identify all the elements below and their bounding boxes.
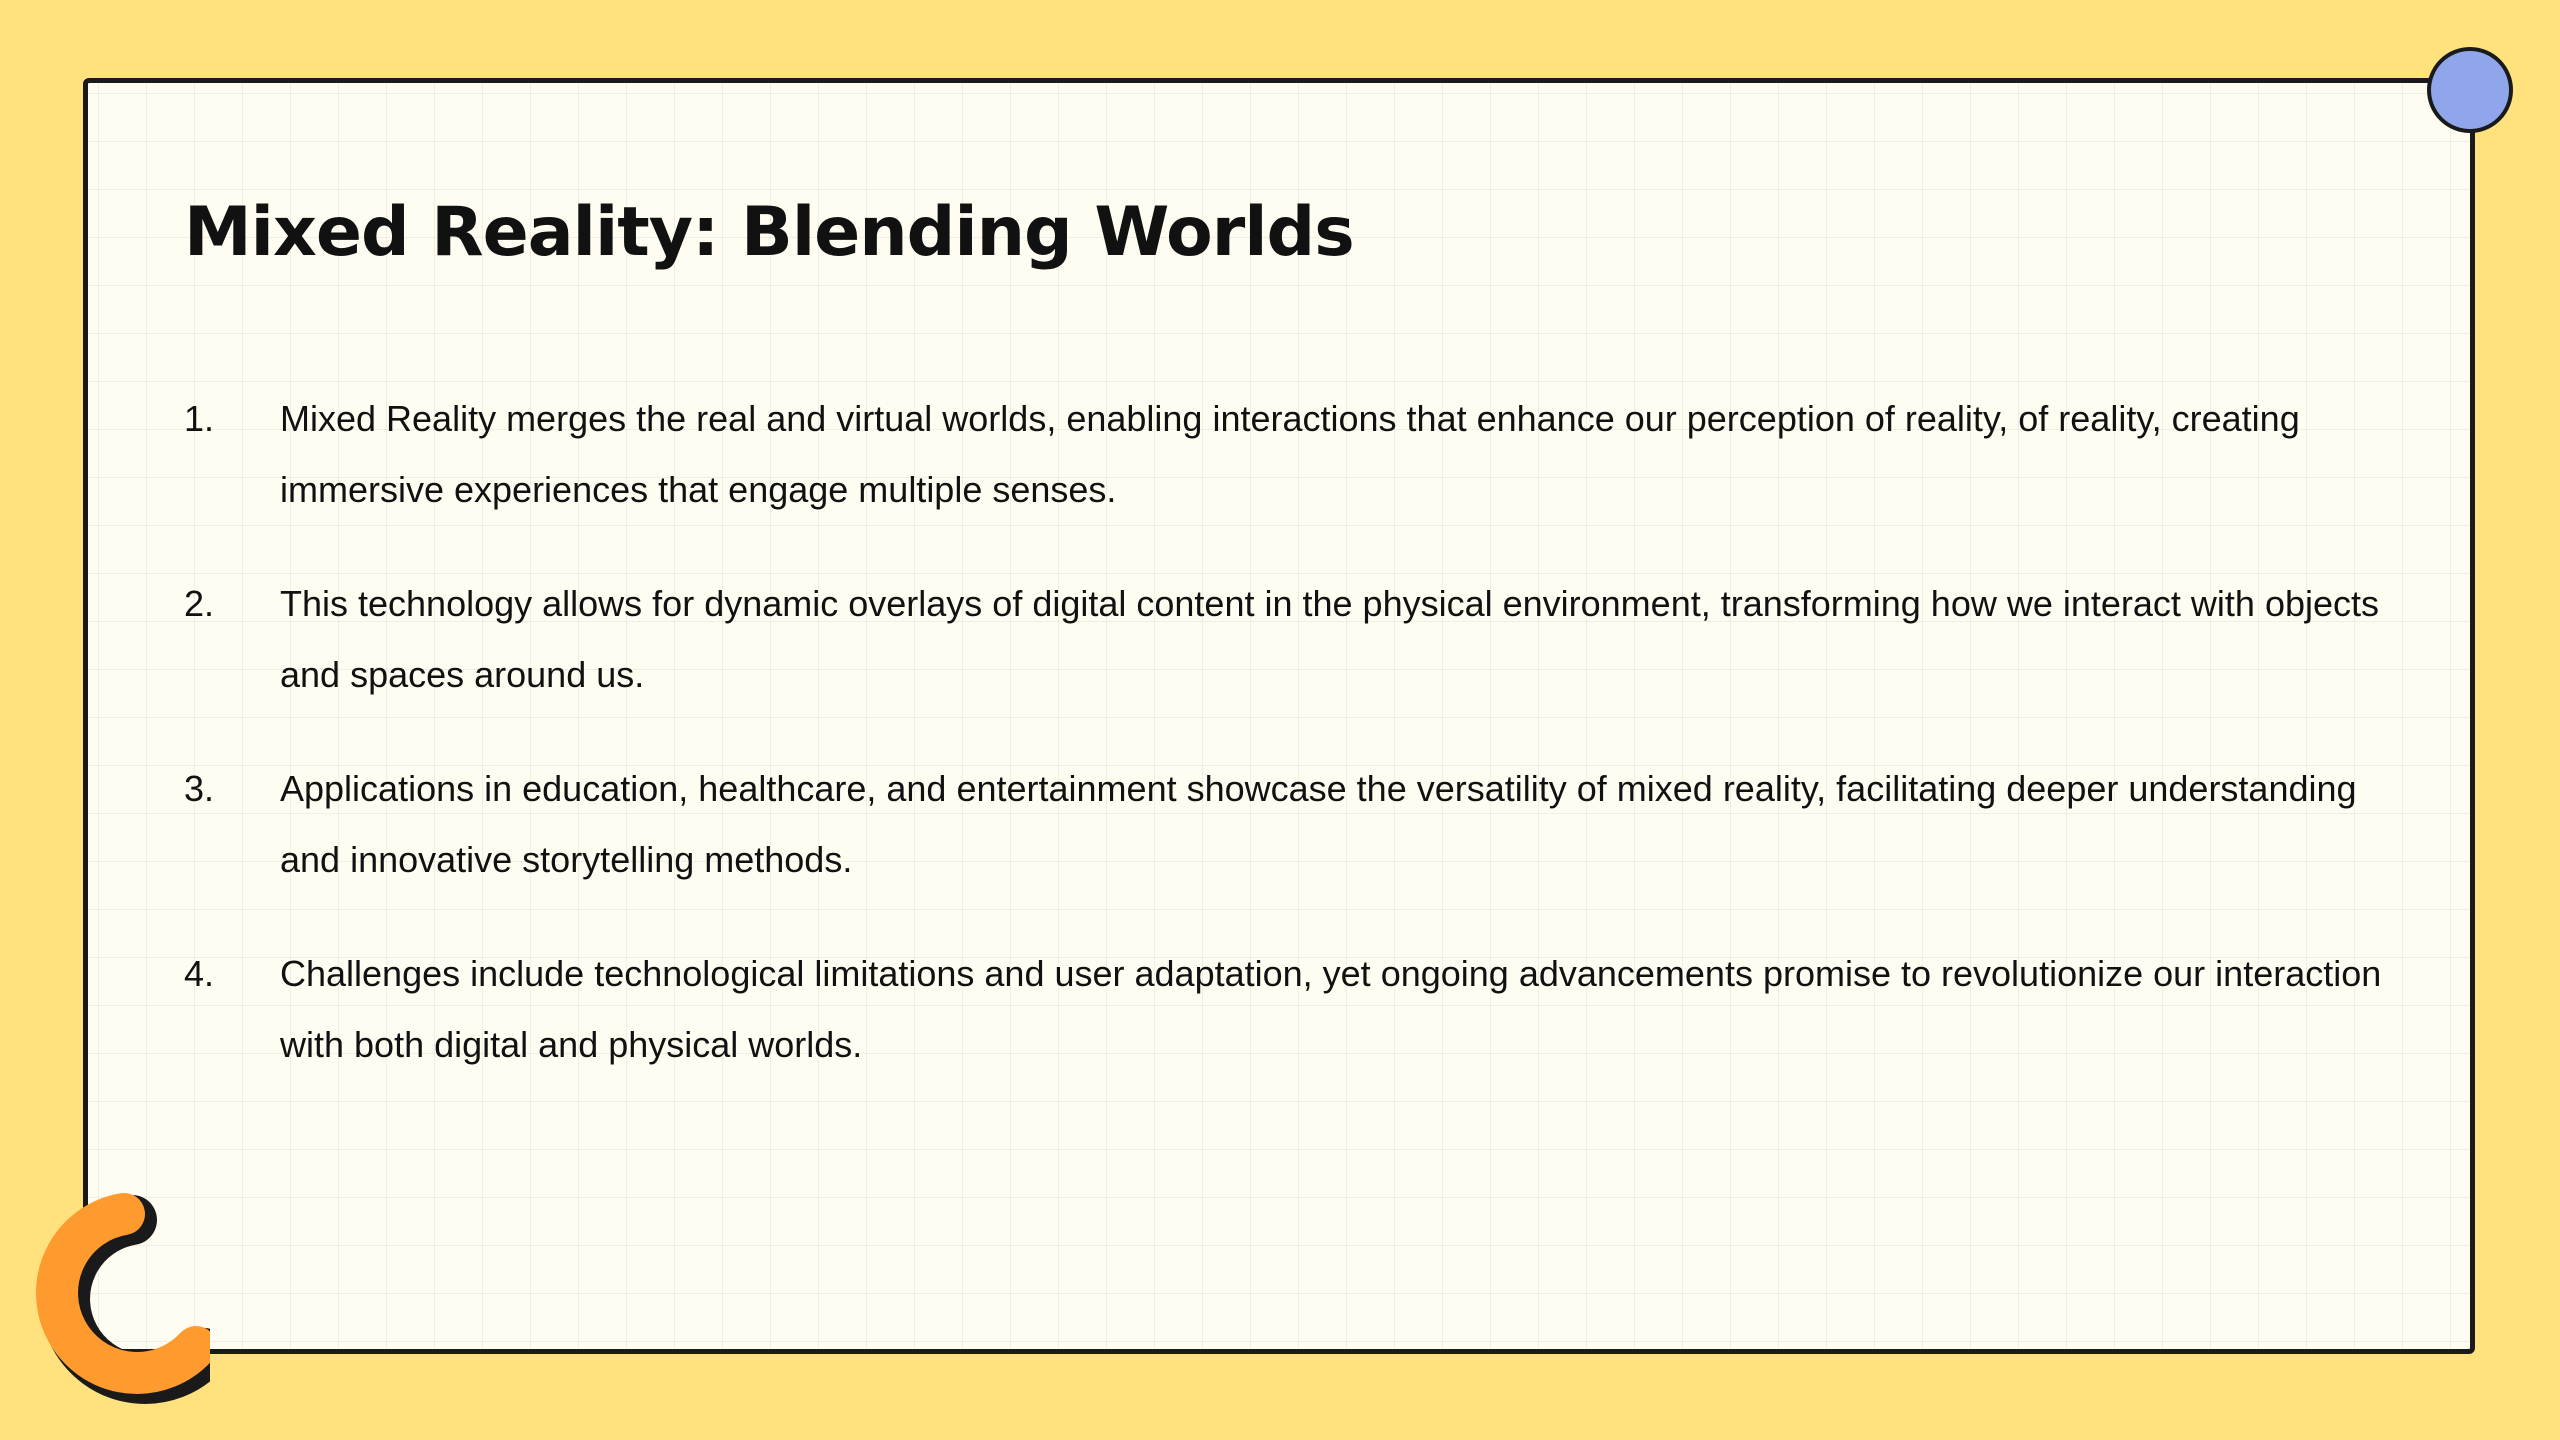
list-item-number: 2.: [184, 583, 215, 624]
list-item: [184, 568, 2414, 710]
list-item: [184, 383, 2414, 525]
list-item-number: 4.: [184, 953, 215, 994]
list-item-text: Mixed Reality merges the real and virtual worlds, enabling interactions that enhance our perception of reality, of reality, creating immersive experiences that engage multiple senses.: [280, 398, 2300, 510]
list-item-number: 3.: [184, 768, 215, 809]
list-item-text: Applications in education, healthcare, and entertainment showcase the versatility of mixed reality, facilitating deeper understanding and innovative storytelling methods.: [280, 768, 2357, 880]
list-item: [184, 938, 2414, 1080]
arc-icon: [20, 1180, 210, 1410]
numbered-list: [184, 383, 2414, 1123]
list-item-text: This technology allows for dynamic overlays of digital content in the physical environment, transforming how we interact with objects and spaces around us.: [280, 583, 2380, 695]
list-item: [184, 753, 2414, 895]
circle-icon: [2427, 47, 2513, 133]
content-card: [83, 78, 2475, 1354]
slide-title: Mixed Reality: Blending Worlds: [184, 193, 1354, 272]
list-item-number: 1.: [184, 398, 215, 439]
list-item-text: Challenges include technological limitations and user adaptation, yet ongoing advancements promise to revolutionize our interaction with both digital and physical worlds.: [280, 953, 2382, 1065]
